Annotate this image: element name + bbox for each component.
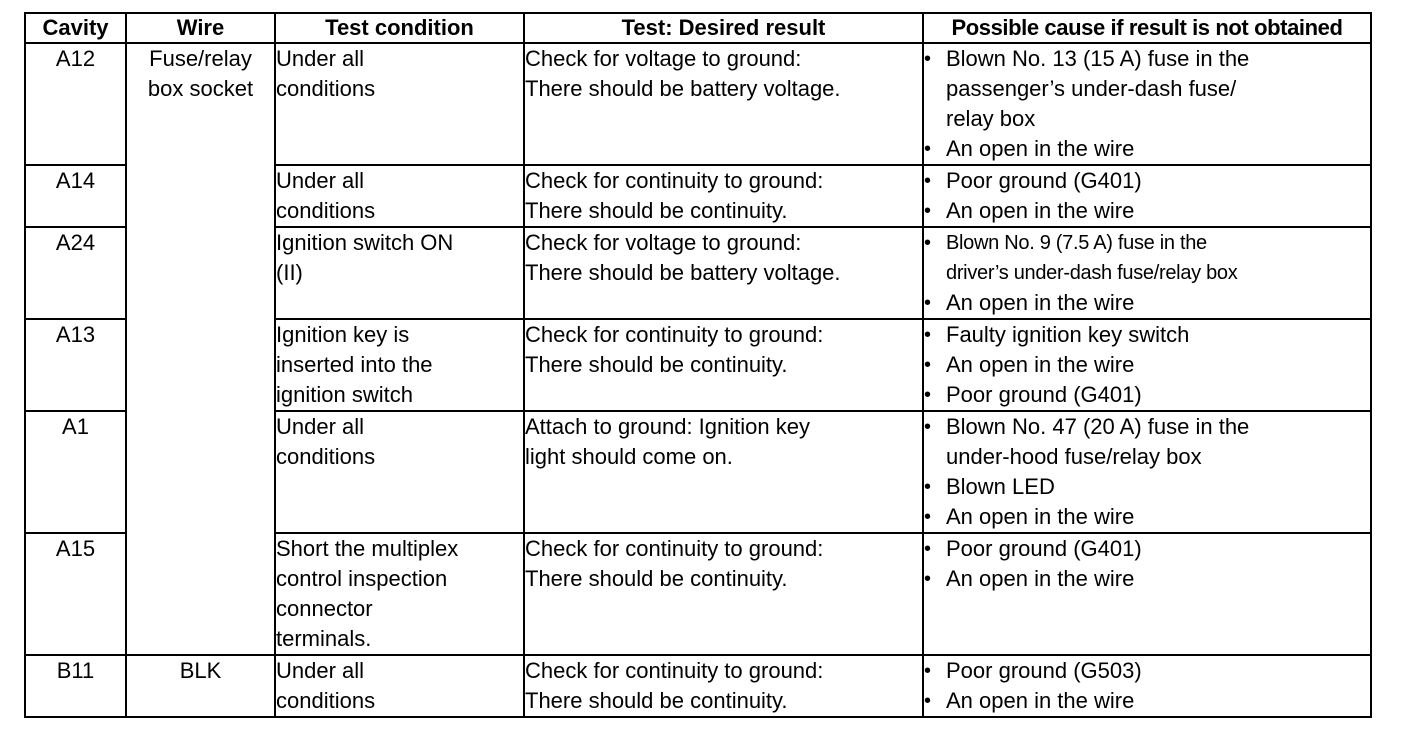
- possible-cause-cell: [923, 227, 1371, 319]
- test-condition-line: Ignition key is: [276, 322, 410, 347]
- cause-line: under-hood fuse/relay box: [946, 444, 1202, 469]
- bullet-icon: •: [924, 538, 932, 560]
- cause-item: [924, 166, 1370, 196]
- test-condition-line: Under all: [276, 168, 365, 193]
- cause-item: [924, 44, 1370, 134]
- test-condition-cell: [275, 165, 524, 227]
- bullet-icon: •: [924, 506, 932, 528]
- cause-line: Poor ground (G401): [946, 168, 1142, 193]
- table-header-row: [25, 13, 1371, 43]
- test-condition-cell: [275, 533, 524, 655]
- cause-item: [924, 686, 1370, 716]
- test-condition-line: conditions: [276, 688, 376, 713]
- cause-item: [924, 196, 1370, 226]
- cavity-cell: A12: [25, 43, 126, 165]
- wire-line: box socket: [147, 76, 254, 101]
- test-condition-line: connector: [276, 596, 373, 621]
- cause-line: An open in the wire: [946, 198, 1135, 223]
- cause-item: [924, 350, 1370, 380]
- desired-result-line: Check for voltage to ground:: [525, 230, 802, 255]
- header-cavity: Cavity: [25, 13, 126, 43]
- test-condition-line: conditions: [276, 76, 376, 101]
- desired-result-line: Check for continuity to ground:: [525, 536, 824, 561]
- possible-cause-cell: [923, 43, 1371, 165]
- test-condition-line: terminals.: [276, 626, 372, 651]
- table-body: [25, 43, 1371, 717]
- desired-result-line: There should be battery voltage.: [525, 260, 841, 285]
- cavity-cell: A1: [25, 411, 126, 533]
- desired-result-line: There should be continuity.: [525, 352, 788, 377]
- cause-item: [924, 534, 1370, 564]
- desired-result-line: Check for continuity to ground:: [525, 658, 824, 683]
- possible-cause-cell: [923, 165, 1371, 227]
- wire-cell: [126, 43, 275, 655]
- cavity-cell: A13: [25, 319, 126, 411]
- desired-result-line: There should be continuity.: [525, 566, 788, 591]
- test-condition-line: conditions: [276, 444, 376, 469]
- diagnostic-table: [24, 12, 1372, 718]
- cause-line: Poor ground (G401): [946, 382, 1142, 407]
- test-condition-cell: [275, 227, 524, 319]
- cause-item: [924, 472, 1370, 502]
- possible-cause-cell: [923, 655, 1371, 717]
- wire-line: BLK: [179, 658, 222, 683]
- desired-result-cell: [524, 43, 923, 165]
- bullet-icon: •: [924, 138, 932, 160]
- bullet-icon: •: [924, 232, 932, 254]
- test-condition-line: Under all: [276, 46, 365, 71]
- bullet-icon: •: [924, 324, 932, 346]
- desired-result-cell: [524, 165, 923, 227]
- cause-line: Faulty ignition key switch: [946, 322, 1190, 347]
- bullet-icon: •: [924, 416, 932, 438]
- possible-cause-cell: [923, 411, 1371, 533]
- cause-line: Blown No. 9 (7.5 A) fuse in the: [946, 232, 1207, 254]
- bullet-icon: •: [924, 690, 932, 712]
- possible-cause-cell: [923, 319, 1371, 411]
- diagnostic-table-container: [24, 12, 1372, 718]
- cavity-cell: A24: [25, 227, 126, 319]
- bullet-icon: •: [924, 384, 932, 406]
- desired-result-cell: [524, 533, 923, 655]
- bullet-icon: •: [924, 170, 932, 192]
- test-condition-line: conditions: [276, 198, 376, 223]
- desired-result-line: Check for continuity to ground:: [525, 322, 824, 347]
- test-condition-cell: [275, 655, 524, 717]
- header-wire: Wire: [126, 13, 275, 43]
- desired-result-line: Check for continuity to ground:: [525, 168, 824, 193]
- test-condition-line: inserted into the: [276, 352, 433, 377]
- test-condition-line: control inspection: [276, 566, 448, 591]
- wire-line: Fuse/relay: [149, 46, 252, 71]
- desired-result-cell: [524, 655, 923, 717]
- test-condition-cell: [275, 319, 524, 411]
- desired-result-cell: [524, 227, 923, 319]
- bullet-icon: •: [924, 660, 932, 682]
- test-condition-cell: [275, 411, 524, 533]
- test-condition-line: Under all: [276, 658, 365, 683]
- table-row: [25, 655, 1371, 717]
- possible-cause-cell: [923, 533, 1371, 655]
- desired-result-line: Attach to ground: Ignition key: [525, 414, 810, 439]
- cause-item: [924, 134, 1370, 164]
- bullet-icon: •: [924, 476, 932, 498]
- desired-result-line: Check for voltage to ground:: [525, 46, 802, 71]
- table-row: [25, 43, 1371, 165]
- wire-cell: [126, 655, 275, 717]
- cavity-cell: A14: [25, 165, 126, 227]
- cause-line: Poor ground (G401): [946, 536, 1142, 561]
- desired-result-cell: [524, 411, 923, 533]
- cause-item: [924, 288, 1370, 318]
- test-condition-line: Under all: [276, 414, 365, 439]
- cause-item: [924, 502, 1370, 532]
- cause-item: [924, 564, 1370, 594]
- cause-line: Poor ground (G503): [946, 658, 1142, 683]
- cause-line: passenger’s under-dash fuse/: [946, 76, 1237, 101]
- bullet-icon: •: [924, 48, 932, 70]
- cause-line: Blown LED: [946, 474, 1055, 499]
- bullet-icon: •: [924, 568, 932, 590]
- header-test-condition: Test condition: [275, 13, 524, 43]
- test-condition-line: Ignition switch ON: [276, 230, 454, 255]
- cause-line: An open in the wire: [946, 566, 1135, 591]
- cause-line: Blown No. 13 (15 A) fuse in the: [946, 46, 1250, 71]
- header-possible-cause: Possible cause if result is not obtained: [923, 13, 1371, 43]
- cause-line: An open in the wire: [946, 504, 1135, 529]
- desired-result-line: light should come on.: [525, 444, 733, 469]
- desired-result-line: There should be battery voltage.: [525, 76, 841, 101]
- test-condition-line: ignition switch: [276, 382, 413, 407]
- cause-item: [924, 656, 1370, 686]
- cause-line: An open in the wire: [946, 136, 1135, 161]
- header-desired-result: Test: Desired result: [524, 13, 923, 43]
- desired-result-line: There should be continuity.: [525, 198, 788, 223]
- cause-item: [924, 412, 1370, 472]
- test-condition-cell: [275, 43, 524, 165]
- bullet-icon: •: [924, 200, 932, 222]
- desired-result-cell: [524, 319, 923, 411]
- cavity-cell: A15: [25, 533, 126, 655]
- cause-line: driver’s under-dash fuse/relay box: [946, 262, 1238, 284]
- cause-line: An open in the wire: [946, 352, 1135, 377]
- cause-line: An open in the wire: [946, 290, 1135, 315]
- test-condition-line: Short the multiplex: [276, 536, 459, 561]
- cavity-cell: B11: [25, 655, 126, 717]
- cause-item: [924, 228, 1370, 288]
- cause-line: An open in the wire: [946, 688, 1135, 713]
- cause-line: Blown No. 47 (20 A) fuse in the: [946, 414, 1250, 439]
- bullet-icon: •: [924, 292, 932, 314]
- bullet-icon: •: [924, 354, 932, 376]
- cause-item: [924, 380, 1370, 410]
- test-condition-line: (II): [276, 260, 303, 285]
- desired-result-line: There should be continuity.: [525, 688, 788, 713]
- cause-line: relay box: [946, 106, 1036, 131]
- cause-item: [924, 320, 1370, 350]
